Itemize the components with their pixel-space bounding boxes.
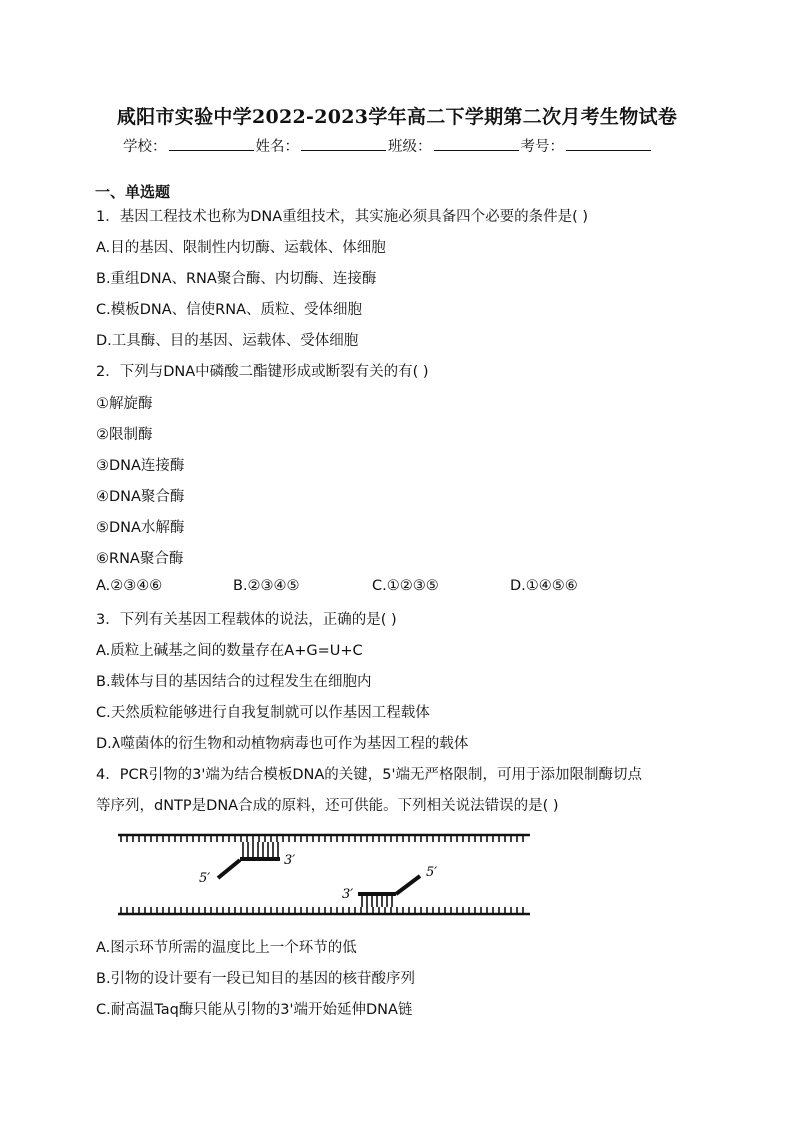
exam-title: 咸阳市实验中学2022-2023学年高二下学期第二次月考生物试卷 [116,106,678,128]
q4-option-a: A.图示环节所需的温度比上一个环节的低 [96,940,357,956]
q4-stem-line1: 4．PCR引物的3'端为结合模板DNA的关键，5'端无严格限制，可用于添加限制酶切点 [96,767,643,783]
q3-option-b: B.载体与目的基因结合的过程发生在细胞内 [96,674,372,690]
q2-item-4: ④DNA聚合酶 [96,489,185,505]
dna-template-strands [118,835,530,914]
q1-option-b: B.重组DNA、RNA聚合酶、内切酶、连接酶 [96,271,377,287]
q2-item-2: ②限制酶 [96,427,153,443]
class-label: 班级： [388,139,432,155]
q1-stem: 1．基因工程技术也称为DNA重组技术，其实施必须具备四个必要的条件是( ) [96,209,589,225]
q3-option-d: D.λ噬菌体的衍生物和动植物病毒也可作为基因工程的载体 [96,736,469,752]
primer-lower-tail [396,876,420,894]
q2-option-c: C.①②③⑤ [372,578,439,594]
primer-upper-tail [218,860,240,878]
primer-lower-bonds [362,895,392,907]
q1-option-a: A.目的基因、限制性内切酶、运载体、体细胞 [96,240,386,256]
q2-item-6: ⑥RNA聚合酶 [96,551,184,567]
q2-item-5: ⑤DNA水解酶 [96,520,185,536]
q2-item-1: ①解旋酶 [96,396,153,412]
q3-option-c: C.天然质粒能够进行自我复制就可以作基因工程载体 [96,705,430,721]
school-label: 学校： [123,139,167,155]
label-lower-3prime: 3′ [342,887,354,902]
q2-stem: 2．下列与DNA中磷酸二酯键形成或断裂有关的有( ) [96,364,429,380]
exam-number-label: 考号： [520,139,564,155]
q4-option-c: C.耐高温Taq酶只能从引物的3'端开始延伸DNA链 [96,1002,413,1018]
q2-item-3: ③DNA连接酶 [96,458,185,474]
q3-stem: 3．下列有关基因工程载体的说法，正确的是( ) [96,612,397,628]
q4-option-b: B.引物的设计要有一段已知目的基因的核苷酸序列 [96,971,416,987]
label-upper-3prime: 3′ [284,853,296,868]
section-heading: 一、单选题 [95,183,171,201]
q4-stem-line2: 等序列，dNTP是DNA合成的原料，还可供能。下列相关说法错误的是( ) [96,798,559,814]
q3-option-a: A.质粒上碱基之间的数量存在A+G=U+C [96,643,363,659]
q2-option-d: D.①④⑤⑥ [510,578,578,594]
name-label: 姓名： [255,139,299,155]
q2-option-b: B.②③④⑤ [233,578,300,594]
q2-option-a: A.②③④⑥ [96,578,163,594]
q1-option-c: C.模板DNA、信使RNA、质粒、受体细胞 [96,302,363,318]
q1-option-d: D.工具酶、目的基因、运载体、受体细胞 [96,333,359,349]
label-lower-5prime: 5′ [426,865,438,880]
label-upper-5prime: 5′ [199,871,211,886]
primer-upper-bonds [243,842,278,858]
